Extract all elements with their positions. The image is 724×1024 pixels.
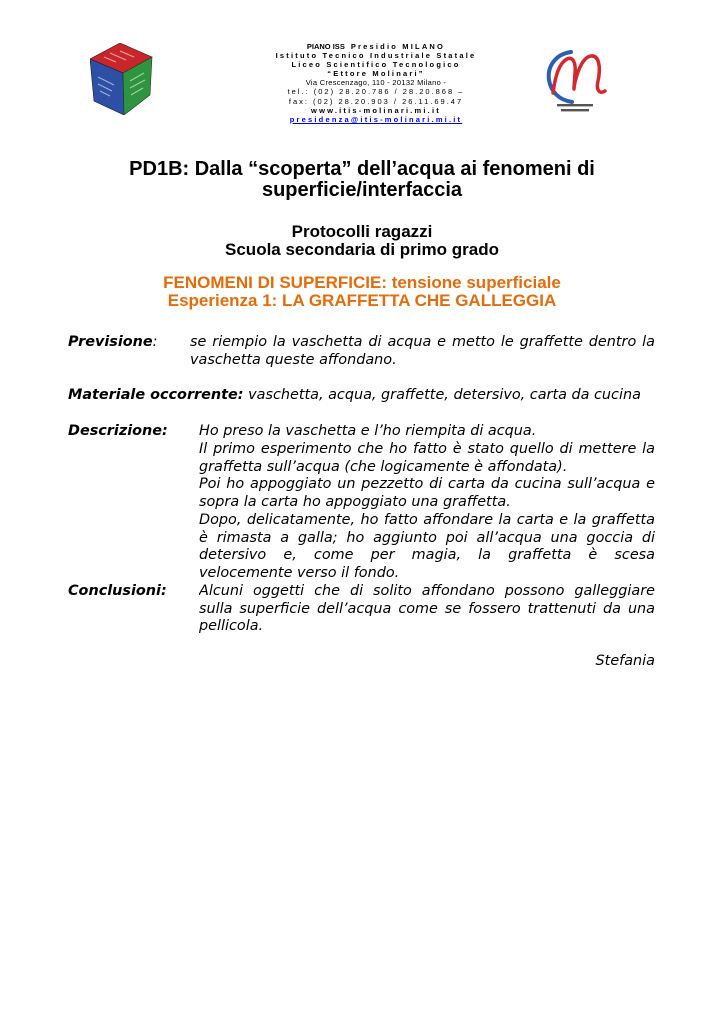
description-label (68, 423, 168, 441)
school-fax: fax: (02) 28.20.903 / 26.11.69.47 (288, 96, 464, 106)
protocol-label: Protocolli ragazzi (291, 222, 433, 241)
experiment-heading (0, 274, 724, 309)
description-line: velocemente verso il fondo. (199, 565, 400, 581)
email-row (200, 115, 552, 124)
school-website: www.itis-molinari.mi.it (311, 105, 441, 115)
document-title (0, 159, 724, 201)
network-name: PIANO ISS (306, 42, 345, 51)
conclusions-line: sulla superficie dell’acqua come se fossero trattenuti da una (199, 600, 655, 617)
letterhead-line-network (200, 42, 552, 51)
description-line: è rimasta a galla; ho aggiunto poi all’acqua una goccia di (199, 529, 655, 546)
description-line: graffetta sull’acqua (che logicamente è affondata). (199, 458, 568, 475)
prevision-line: se riempio la vaschetta di acqua e metto le graffette dentro la (190, 334, 655, 350)
description-line: detersivo e, come per magia, la graffetta è scesa (199, 547, 655, 564)
document-title-line-2: superficie/interfaccia (261, 179, 463, 201)
description-line: Poi ho appoggiato un pezzetto di carta da cucina sull’acqua e (199, 476, 655, 493)
school-name: “Ettore Molinari” (327, 69, 425, 79)
description-line: Il primo esperimento che ho fatto è stato quello di mettere la (199, 440, 655, 457)
school-telephone: tel.: (02) 28.20.786 / 28.20.868 – (287, 87, 465, 97)
description-text (199, 423, 655, 583)
topic-heading: FENOMENI DI SUPERFICIE: tensione superficiale (163, 273, 561, 292)
prevision-label (68, 334, 158, 352)
author-signature: Stefania (595, 653, 655, 669)
document-title-line-1: PD1B: Dalla “scoperta” dell’acqua ai fenomeni di (129, 158, 595, 180)
description-line: Dopo, delicatamente, ho fatto affondare la carta e la graffetta (199, 511, 655, 528)
school-level: Scuola secondaria di primo grado (225, 239, 499, 259)
materials-list: vaschetta, acqua, graffette, detersivo, carta da cucina (248, 387, 641, 403)
materials-row (68, 387, 641, 405)
logo-caption-mark-2 (561, 109, 589, 111)
description-line: sopra la carta ho appoggiato una graffetta. (199, 494, 511, 510)
description-label-text: Descrizione: (68, 423, 168, 439)
institute-name: Istituto Tecnico Industriale Statale (275, 51, 477, 61)
prevision-line: vaschetta queste affondano. (190, 351, 397, 368)
school-email-link[interactable]: presidenza@itis-molinari.mi.it (289, 114, 463, 124)
school-cube-logo-icon (90, 43, 154, 115)
logo-red-m (553, 56, 605, 93)
conclusions-label-text: Conclusioni: (68, 582, 167, 599)
prevision-label-colon: : (152, 334, 158, 350)
conclusions-text (199, 583, 655, 636)
prevision-text (190, 334, 655, 370)
school-letterhead (200, 42, 552, 124)
conclusions-line: Alcuni oggetti che di solito affondano possono galleggiare (199, 582, 655, 599)
experiment-name: Esperienza 1: LA GRAFFETTA CHE GALLEGGIA (167, 290, 557, 310)
materials-label: Materiale occorrente: (68, 387, 244, 403)
prevision-label-text: Previsione (68, 334, 153, 350)
school-address: Via Crescenzago, 110 - 20132 Milano - (305, 78, 447, 88)
molinari-m-logo-icon (543, 47, 609, 119)
description-line: Ho preso la vaschetta e l’ho riempita di acqua. (199, 423, 537, 439)
conclusions-label (68, 583, 167, 601)
document-subtitle (0, 223, 724, 258)
logo-caption-mark-1 (557, 104, 593, 106)
conclusions-line: pellicola. (199, 618, 264, 635)
presidio-name: Presidio MILANO (350, 42, 446, 51)
liceo-name: Liceo Scientifico Tecnologico (291, 60, 461, 70)
